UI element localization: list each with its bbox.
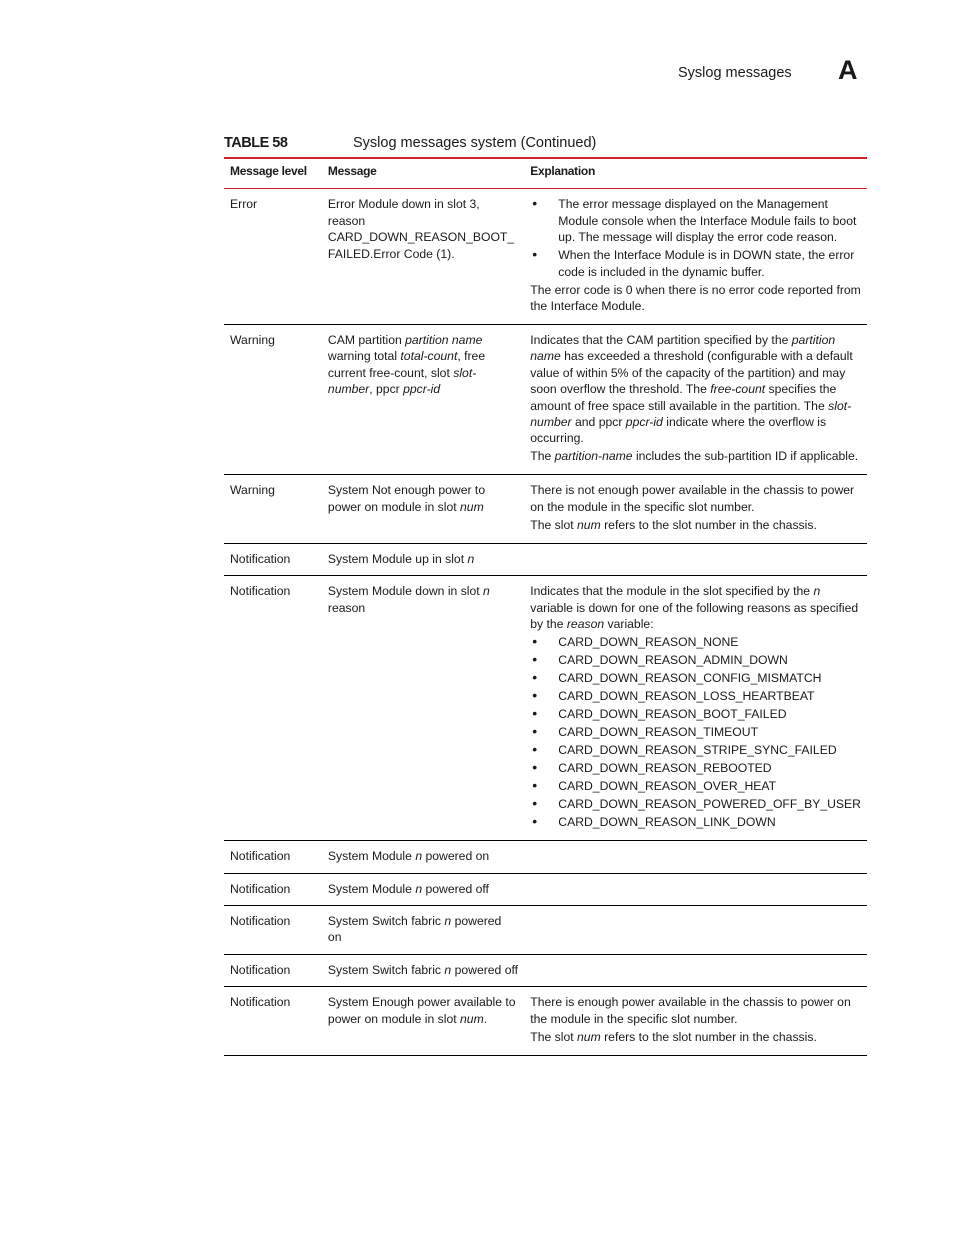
italic-text: slot-number [327,365,477,397]
bullet-item [530,814,861,830]
italic-text: ppcr-id [625,415,663,430]
message-level-cell: Error [224,189,322,325]
bullet-item [530,778,861,794]
explanation-cell [524,987,867,1055]
explanation-cell [524,325,867,475]
message-level-cell: Notification [224,543,322,575]
bullet-item [530,742,861,758]
appendix-letter: A [838,55,858,85]
text-run: . [483,1011,488,1026]
text-run: CARD_DOWN_REASON_OVER_HEAT [558,779,777,794]
text-run: includes the sub-partition ID if applicable. [632,449,859,464]
message-level-cell: Notification [224,873,322,905]
bullet-item [530,196,861,245]
text-run: CARD_DOWN_REASON_ADMIN_DOWN [558,653,788,668]
message-cell [322,576,524,841]
explanation-paragraph [530,282,861,315]
text-run: System Module [327,881,416,896]
text-run: The error code is 0 when there is no error code reported from the Interface Module. [530,282,861,314]
text-run: CARD_DOWN_REASON_LINK_DOWN [558,815,776,830]
italic-text: slot-number [530,398,852,430]
text-run: refers to the slot number in the chassis. [600,1029,817,1044]
text-run: , ppcr [369,382,404,397]
text-run: System Module up in slot [327,551,468,566]
text-run: CARD_DOWN_REASON_REBOOTED [558,761,772,776]
italic-text: partition-name [554,449,633,464]
text-run: CARD_DOWN_REASON_STRIPE_SYNC_FAILED [558,743,837,758]
italic-text: n [467,551,475,566]
text-run: CARD_DOWN_REASON_POWERED_OFF_BY_USER [558,797,861,812]
explanation-cell [524,543,867,575]
text-run: System Switch fabric [327,962,445,977]
text-run: Indicates that the module in the slot specified by the [530,584,814,599]
table-body [224,189,867,1055]
text-run: The error message displayed on the Management Module console when the Interface Module fails to boot up. The message will display the error code reason. [558,197,857,245]
bullet-item [530,247,861,280]
text-run: indicate where the overflow is occurring. [530,415,827,446]
table-label: TABLE 58 [224,135,288,151]
text-run: powered off [451,962,519,977]
text-run: System Module [327,849,416,864]
text-run: specifies the amount of free space still available in the partition. The [530,382,837,413]
table-row [224,576,867,841]
italic-text: n [415,849,423,864]
message-level-cell: Notification [224,987,322,1055]
bullet-list [530,634,861,830]
table-row [224,475,867,543]
table-row [224,905,867,954]
text-run: , free current free-count, slot [327,349,486,380]
text-run: variable: [604,617,654,632]
explanation-paragraph [530,994,861,1027]
text-run: powered off [422,881,489,896]
message-cell [322,325,524,475]
italic-text: n [444,962,452,977]
message-level-cell: Notification [224,954,322,986]
text-run: There is not enough power available in the chassis to power on the module in the specific slot number. [530,483,855,514]
bullet-item [530,796,861,812]
bullet-item [530,688,861,704]
text-run: powered on [422,849,490,864]
bullet-item [530,652,861,668]
explanation-cell [524,873,867,905]
explanation-paragraph [530,482,861,515]
message-level-cell: Notification [224,905,322,954]
italic-text: n [444,913,452,928]
text-run: CARD_DOWN_REASON_TIMEOUT [558,725,759,740]
explanation-cell [524,576,867,841]
explanation-paragraph [530,448,861,464]
text-run: Indicates that the CAM partition specified by the [530,333,792,348]
table-caption-text: Syslog messages system (Continued) [353,135,597,151]
explanation-cell [524,475,867,543]
text-run: System Enough power available to power on module in slot [327,995,516,1026]
text-run: There is enough power available in the chassis to power on the module in the specific slot number. [530,995,851,1026]
bullet-item [530,760,861,776]
text-run: warning total [327,349,401,364]
message-level-cell: Notification [224,841,322,873]
text-run: The slot [530,1029,578,1044]
column-header-message: Message [322,158,524,189]
bullet-item [530,634,861,650]
explanation-paragraph [530,332,861,447]
explanation-cell [524,841,867,873]
text-run: powered on [327,913,502,945]
table-row [224,325,867,475]
bullet-list [530,196,861,280]
explanation-cell [524,189,867,325]
explanation-paragraph [530,1029,861,1045]
italic-text: partition name [530,333,836,364]
message-cell [322,475,524,543]
table-header-row [224,158,867,189]
text-run: CARD_DOWN_REASON_BOOT_FAILED [558,707,787,722]
text-run: CARD_DOWN_REASON_CONFIG_MISMATCH [558,671,822,686]
message-cell [322,543,524,575]
explanation-cell [524,954,867,986]
message-cell [322,873,524,905]
bullet-item [530,670,861,686]
italic-text: num [460,499,484,514]
bullet-item [530,706,861,722]
italic-text: total-count [400,349,458,364]
italic-text: n [813,584,821,599]
section-title: Syslog messages [678,65,792,81]
text-run: has exceeded a threshold (configurable with a default value of within 5% of the capacity of the partition) and may soon overflow the threshold. The [530,349,853,397]
text-run: The [530,449,555,464]
text-run: variable is down for one of the following reasons as specified by the [530,600,859,632]
text-run: CARD_DOWN_REASON_NONE [558,635,739,650]
message-level-cell: Warning [224,325,322,475]
table-row [224,841,867,873]
explanation-paragraph [530,583,861,632]
text-run: Error Module down in slot 3, reason CARD_DOWN_REASON_BOOT_FAILED.Error Code (1). [327,197,515,261]
italic-text: ppcr-id [403,382,441,397]
table-row [224,543,867,575]
text-run: System Module down in slot [327,584,484,599]
italic-text: partition name [405,333,483,348]
italic-text: num [460,1011,484,1026]
text-run: CARD_DOWN_REASON_LOSS_HEARTBEAT [558,689,815,704]
explanation-paragraph [530,517,861,533]
italic-text: num [577,1029,601,1044]
syslog-table [224,157,867,1056]
message-cell [322,954,524,986]
text-run: The slot [530,517,578,532]
table-row [224,189,867,325]
message-cell [322,987,524,1055]
table-row [224,987,867,1055]
table-caption [224,135,866,157]
text-run: When the Interface Module is in DOWN state, the error code is included in the dynamic buffer. [558,248,855,279]
column-header-explanation: Explanation [524,158,867,189]
message-cell [322,841,524,873]
column-header-level: Message level [224,158,322,189]
text-run: System Switch fabric [327,913,445,928]
bullet-item [530,724,861,740]
italic-text: num [577,517,601,532]
italic-text: n [415,881,423,896]
message-cell [322,905,524,954]
text-run: CAM partition [327,333,406,348]
italic-text: free-count [710,382,766,397]
italic-text: reason [566,617,605,632]
italic-text: n [483,584,490,599]
text-run: refers to the slot number in the chassis. [600,517,817,532]
message-level-cell: Notification [224,576,322,841]
text-run: and ppcr [571,415,626,430]
text-run: reason [327,600,366,615]
message-level-cell: Warning [224,475,322,543]
explanation-cell [524,905,867,954]
message-cell [322,189,524,325]
table-row [224,873,867,905]
text-run: System Not enough power to power on module in slot [327,483,486,514]
table-row [224,954,867,986]
